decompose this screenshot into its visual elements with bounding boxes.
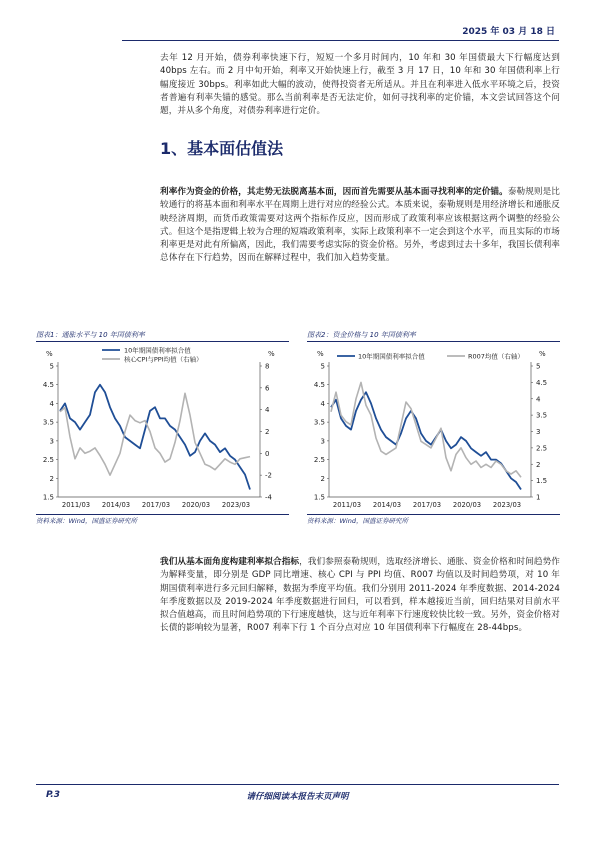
right-tick-label: 1 <box>536 493 541 502</box>
legend-label: 10年期国债利率拟合值 <box>124 346 191 355</box>
figure1-chart <box>36 342 289 514</box>
x-tick-label: 2011/03 <box>61 501 91 509</box>
left-tick-label: 3 <box>49 437 54 446</box>
left-tick-label: 2 <box>49 474 54 483</box>
left-tick-label: 2.5 <box>42 456 54 465</box>
methodology-paragraph <box>160 186 560 266</box>
left-tick-label: 5 <box>320 362 325 371</box>
figure2-chart <box>307 342 560 514</box>
legend-label: 10年期国债利率拟合值 <box>358 352 425 361</box>
left-tick-label: 3.5 <box>42 418 54 427</box>
right-tick-label: 5 <box>536 362 541 371</box>
series-line-fitted-yield <box>60 385 250 490</box>
right-tick-label: 6 <box>265 384 270 393</box>
left-tick-label: 3.5 <box>313 418 325 427</box>
right-tick-label: 2 <box>536 460 541 469</box>
left-tick-label: 2.5 <box>313 456 325 465</box>
x-tick-label: 2017/03 <box>412 501 442 509</box>
page-number: P.3 <box>46 790 60 800</box>
right-tick-label: 4.5 <box>536 378 548 387</box>
report-date: 2025 年 03 月 18 日 <box>462 27 555 37</box>
series-line-r007 <box>331 382 521 477</box>
left-tick-label: 4.5 <box>313 381 325 390</box>
right-tick-label: -4 <box>265 493 272 502</box>
footer-disclaimer: 请仔细阅读本报告末页声明 <box>246 792 349 802</box>
left-axis-unit: % <box>317 350 324 358</box>
left-tick-label: 3 <box>320 437 325 446</box>
figure1-title: 图表1：通胀水平与 10 年国债利率 <box>36 331 145 339</box>
regression-paragraph <box>160 556 560 636</box>
regression-body: ，我们参照泰勒规则，选取经济增长、通胀、资金价格和时间趋势作为解释变量，即分别是 GDP 同比增速、核心 CPI 与 PPI 均值、R007 均值以及时间趋势项，对 10 年期国债利率进行多元回归解释，数据为季度平均值。我们分别用 2011-2024 年季度数据、2014-2024 年季度数据以及 2019-2024 年季度数据进行回归，可以看到，样本越接近当前，回归结果对目前水平拟合值越高，而且时间趋势项的下行速度越快，这与近年利率下行速度较快比较一致。另外，资金价格对长债的影响较为显著，R007 利率下行 1 个百分点对应 10 年国债利率下行幅度在 28-44bps。 <box>160 557 560 634</box>
left-tick-label: 1.5 <box>42 493 54 502</box>
figure1-source: 资料来源：Wind，国盛证券研究所 <box>36 517 137 525</box>
figure1-bottom-rule <box>36 514 289 515</box>
figure2-title: 图表2：资金价格与 10 年国债利率 <box>307 331 416 339</box>
right-tick-label: 8 <box>265 362 270 371</box>
x-tick-label: 2023/03 <box>492 501 522 509</box>
left-tick-label: 4 <box>49 399 54 408</box>
right-tick-label: 2 <box>265 428 270 436</box>
series-line-fitted-yield <box>331 392 521 489</box>
left-tick-label: 4 <box>320 399 325 408</box>
header-divider <box>122 40 559 41</box>
right-tick-label: -2 <box>265 471 272 480</box>
right-tick-label: 4 <box>536 395 541 404</box>
x-tick-label: 2023/03 <box>221 501 251 509</box>
methodology-lead: 利率作为资金的价格，其走势无法脱离基本面，因而首先需要从基本面寻找利率的定价锚。 <box>160 187 508 197</box>
right-tick-label: 3.5 <box>536 411 548 420</box>
right-axis-unit: % <box>539 350 546 358</box>
x-tick-label: 2014/03 <box>372 501 402 509</box>
left-tick-label: 5 <box>49 362 54 371</box>
right-tick-label: 2.5 <box>536 444 548 453</box>
legend-label: 核心CPI与PPI均值（右轴） <box>124 355 203 364</box>
x-tick-label: 2017/03 <box>141 501 171 509</box>
regression-lead: 我们从基本面角度构建利率拟合指标 <box>160 557 300 567</box>
left-tick-label: 2 <box>320 474 325 483</box>
x-tick-label: 2020/03 <box>181 501 211 509</box>
left-tick-label: 1.5 <box>313 493 325 502</box>
section-title: 1、基本面估值法 <box>160 139 284 158</box>
left-axis-unit: % <box>46 350 53 358</box>
x-tick-label: 2011/03 <box>332 501 362 509</box>
right-axis-unit: % <box>268 350 275 358</box>
x-tick-label: 2014/03 <box>101 501 131 509</box>
intro-paragraph: 去年 12 月开始，债券利率快速下行，短短一个多月时间内，10 年和 30 年国债最大下行幅度达到 40bps 左右。而 2 月中旬开始，利率又开始快速上行，截至 3 月 17 日，10 年和 30 年国债利率上行幅度接近 30bps。利率如此大幅的波动，使得投资者无所适从。并且在利率进入低水平环境之后，投资者普遍有利率失锚的感觉。那么当前利率是否无法定价，如何寻找利率的定价锚，本文尝试回答这个问题，并从多个角度，对债券利率进行定价。 <box>160 53 560 117</box>
figure2-bottom-rule <box>307 514 560 515</box>
right-tick-label: 4 <box>265 406 270 415</box>
right-tick-label: 3 <box>536 428 541 436</box>
footer-divider <box>36 784 559 785</box>
legend-label: R007均值（右轴） <box>468 352 524 361</box>
x-tick-label: 2020/03 <box>452 501 482 509</box>
series-line-secondary <box>60 393 250 475</box>
methodology-body: 泰勒规则是比较通行的将基本面和利率水平在周期上进行对应的经验公式。本质来说，泰勒规则是用经济增长和通胀反映经济周期，而货币政策需要对这两个指标作反应，因而形成了政策利率应该根据这两个调整的经验公式。但这个是指逻辑上较为合理的短端政策利率，实际上政策利率不一定会到这个水平，而且实际的市场利率更是对此有所偏离，因此，我们需要考虑实际的资金价格。另外，考虑到过去十多年，我国长债利率总体存在下行趋势，因而在解释过程中，我们加入趋势变量。 <box>160 187 560 264</box>
right-tick-label: 1.5 <box>536 477 548 486</box>
right-tick-label: 0 <box>265 449 270 458</box>
left-tick-label: 4.5 <box>42 381 54 390</box>
figure2-source: 资料来源：Wind，国盛证券研究所 <box>307 517 408 525</box>
